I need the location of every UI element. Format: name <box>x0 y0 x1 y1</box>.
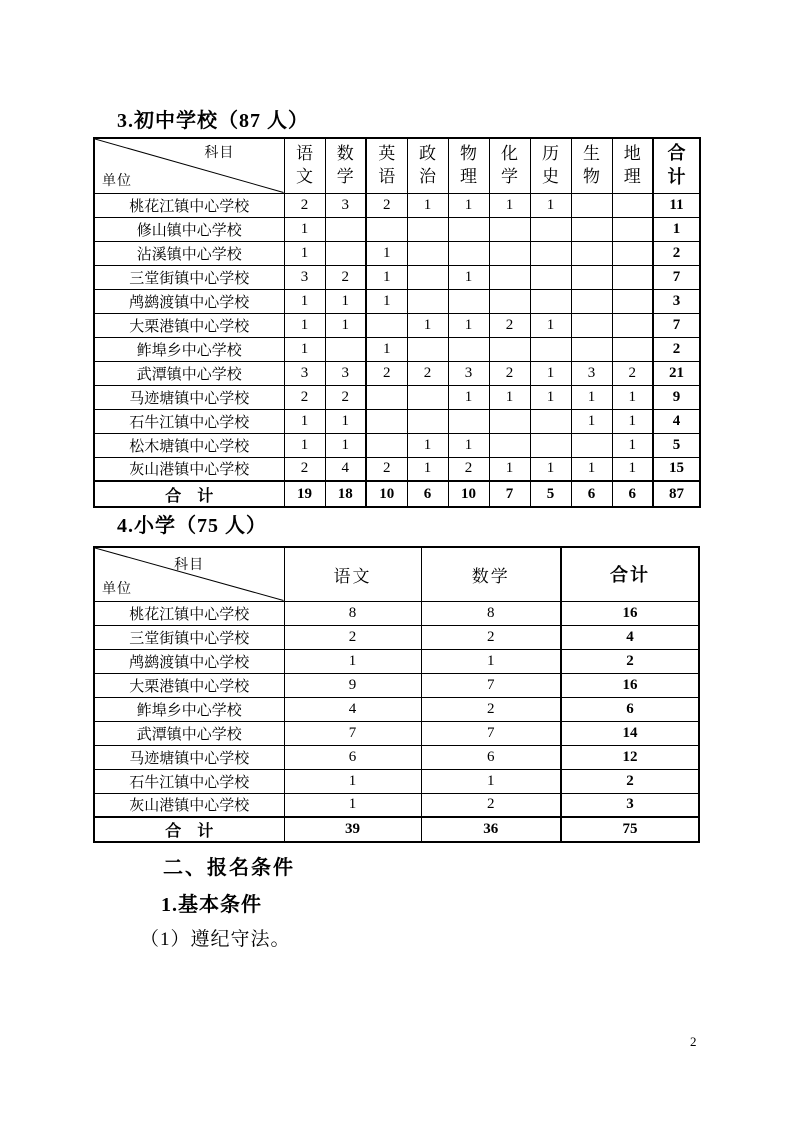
school-name-cell: 大栗港镇中心学校 <box>94 313 284 337</box>
column-header <box>366 138 407 193</box>
value-cell <box>612 193 653 217</box>
total-value-cell: 10 <box>448 481 489 507</box>
row-total-cell: 7 <box>653 265 700 289</box>
table-row <box>94 409 700 433</box>
value-cell <box>612 241 653 265</box>
table-row <box>94 433 700 457</box>
value-cell: 1 <box>530 313 571 337</box>
school-name-cell: 大栗港镇中心学校 <box>94 673 284 697</box>
value-cell <box>530 337 571 361</box>
total-label: 合 计 <box>94 817 284 842</box>
row-total-cell: 2 <box>561 769 699 793</box>
total-value-cell: 5 <box>530 481 571 507</box>
school-name-cell: 松木塘镇中心学校 <box>94 433 284 457</box>
value-cell <box>612 217 653 241</box>
table-row <box>94 313 700 337</box>
value-cell <box>571 241 612 265</box>
section-2-heading: 二、报名条件 <box>163 857 295 879</box>
column-header-label: 语文 <box>333 566 372 586</box>
table-row <box>94 697 699 721</box>
value-cell: 1 <box>421 649 561 673</box>
section-3-title: 3.初中学校（87 人） <box>117 110 309 132</box>
value-cell: 1 <box>448 433 489 457</box>
value-cell: 1 <box>325 433 366 457</box>
value-cell: 1 <box>407 193 448 217</box>
value-cell <box>571 217 612 241</box>
row-total-cell: 14 <box>561 721 699 745</box>
column-header <box>284 547 421 601</box>
value-cell <box>407 409 448 433</box>
value-cell <box>612 313 653 337</box>
value-cell: 8 <box>284 601 421 625</box>
column-header-label: 合计 <box>667 143 686 187</box>
value-cell <box>489 337 530 361</box>
value-cell: 2 <box>366 193 407 217</box>
row-total-cell: 6 <box>561 697 699 721</box>
school-name-cell: 三堂街镇中心学校 <box>94 625 284 649</box>
value-cell <box>530 241 571 265</box>
total-row <box>94 817 699 842</box>
value-cell: 1 <box>530 457 571 481</box>
total-value-cell: 6 <box>612 481 653 507</box>
grand-total-cell: 87 <box>653 481 700 507</box>
value-cell: 1 <box>284 769 421 793</box>
value-cell: 1 <box>612 433 653 457</box>
column-header-label: 合计 <box>610 565 650 586</box>
header-row <box>94 547 699 601</box>
value-cell: 1 <box>489 385 530 409</box>
column-header-label: 语文 <box>295 144 313 186</box>
section-4-title: 4.小学（75 人） <box>117 515 267 537</box>
value-cell: 1 <box>407 457 448 481</box>
table-row <box>94 217 700 241</box>
column-header-label: 数学 <box>471 566 510 586</box>
row-total-cell: 3 <box>653 289 700 313</box>
table-row <box>94 337 700 361</box>
grand-total-cell: 75 <box>561 817 699 842</box>
value-cell <box>366 409 407 433</box>
value-cell: 2 <box>366 361 407 385</box>
table-row <box>94 673 699 697</box>
value-cell: 2 <box>421 625 561 649</box>
value-cell: 2 <box>489 361 530 385</box>
value-cell: 1 <box>325 409 366 433</box>
value-cell: 3 <box>448 361 489 385</box>
row-total-cell: 12 <box>561 745 699 769</box>
total-value-cell: 19 <box>284 481 325 507</box>
school-name-cell: 鸬鹚渡镇中心学校 <box>94 289 284 313</box>
value-cell: 2 <box>612 361 653 385</box>
value-cell: 1 <box>284 289 325 313</box>
value-cell: 8 <box>421 601 561 625</box>
value-cell: 2 <box>407 361 448 385</box>
column-header <box>407 138 448 193</box>
total-value-cell: 6 <box>571 481 612 507</box>
table-row <box>94 289 700 313</box>
value-cell <box>448 289 489 313</box>
row-total-cell: 16 <box>561 601 699 625</box>
value-cell: 1 <box>448 313 489 337</box>
value-cell: 9 <box>284 673 421 697</box>
value-cell: 1 <box>612 409 653 433</box>
value-cell <box>571 313 612 337</box>
school-name-cell: 桃花江镇中心学校 <box>94 601 284 625</box>
row-total-cell: 16 <box>561 673 699 697</box>
table-row <box>94 457 700 481</box>
value-cell: 1 <box>489 457 530 481</box>
value-cell: 1 <box>366 337 407 361</box>
total-value-cell: 7 <box>489 481 530 507</box>
value-cell: 2 <box>284 457 325 481</box>
table-row <box>94 361 700 385</box>
table-row <box>94 385 700 409</box>
value-cell: 2 <box>421 793 561 817</box>
page-number: 2 <box>690 1034 697 1049</box>
value-cell <box>448 241 489 265</box>
corner-unit-label: 单位 <box>102 581 132 597</box>
row-total-cell: 2 <box>653 241 700 265</box>
row-total-cell: 15 <box>653 457 700 481</box>
value-cell <box>407 217 448 241</box>
column-header <box>489 138 530 193</box>
value-cell: 3 <box>571 361 612 385</box>
table-row <box>94 193 700 217</box>
value-cell: 7 <box>421 673 561 697</box>
value-cell: 1 <box>448 265 489 289</box>
primary-school-table <box>93 546 700 843</box>
value-cell: 1 <box>366 289 407 313</box>
table-row <box>94 625 699 649</box>
value-cell: 1 <box>530 385 571 409</box>
school-name-cell: 沾溪镇中心学校 <box>94 241 284 265</box>
value-cell <box>325 241 366 265</box>
value-cell <box>612 337 653 361</box>
column-header-label: 政治 <box>418 144 436 186</box>
value-cell: 1 <box>325 313 366 337</box>
value-cell: 2 <box>448 457 489 481</box>
value-cell: 1 <box>448 193 489 217</box>
table-row <box>94 745 699 769</box>
value-cell: 3 <box>325 361 366 385</box>
column-header-label: 数学 <box>336 144 354 186</box>
value-cell: 1 <box>571 385 612 409</box>
value-cell <box>489 289 530 313</box>
table-row <box>94 721 699 745</box>
value-cell: 2 <box>421 697 561 721</box>
value-cell: 1 <box>284 433 325 457</box>
value-cell <box>489 241 530 265</box>
value-cell: 2 <box>325 265 366 289</box>
value-cell: 1 <box>325 289 366 313</box>
value-cell: 6 <box>284 745 421 769</box>
corner-unit-label: 单位 <box>102 173 132 189</box>
value-cell: 2 <box>284 625 421 649</box>
column-header-label: 物理 <box>459 144 477 186</box>
value-cell: 1 <box>366 241 407 265</box>
row-total-cell: 3 <box>561 793 699 817</box>
column-header-total <box>561 547 699 601</box>
row-total-cell: 5 <box>653 433 700 457</box>
value-cell <box>612 265 653 289</box>
column-header-label: 地理 <box>623 144 641 186</box>
table-row <box>94 265 700 289</box>
header-row <box>94 138 700 193</box>
condition-item: （1）遵纪守法。 <box>140 929 291 950</box>
value-cell: 1 <box>284 337 325 361</box>
column-header <box>448 138 489 193</box>
value-cell: 1 <box>284 241 325 265</box>
value-cell <box>489 433 530 457</box>
value-cell: 1 <box>489 193 530 217</box>
school-name-cell: 石牛江镇中心学校 <box>94 769 284 793</box>
column-header-label: 历史 <box>541 144 559 186</box>
value-cell <box>448 217 489 241</box>
value-cell: 2 <box>489 313 530 337</box>
value-cell: 1 <box>571 409 612 433</box>
column-header <box>421 547 561 601</box>
row-total-cell: 7 <box>653 313 700 337</box>
column-header <box>325 138 366 193</box>
value-cell <box>489 265 530 289</box>
school-name-cell: 武潭镇中心学校 <box>94 361 284 385</box>
value-cell: 1 <box>284 649 421 673</box>
value-cell: 1 <box>407 433 448 457</box>
value-cell: 1 <box>571 457 612 481</box>
value-cell <box>448 337 489 361</box>
middle-school-table <box>93 137 701 508</box>
value-cell: 1 <box>448 385 489 409</box>
row-total-cell: 2 <box>653 337 700 361</box>
row-total-cell: 1 <box>653 217 700 241</box>
corner-subject-label: 科目 <box>204 146 235 161</box>
corner-cell <box>94 547 284 601</box>
value-cell <box>366 385 407 409</box>
school-name-cell: 三堂街镇中心学校 <box>94 265 284 289</box>
table-row <box>94 241 700 265</box>
value-cell <box>530 265 571 289</box>
value-cell <box>571 289 612 313</box>
value-cell: 4 <box>325 457 366 481</box>
value-cell <box>571 337 612 361</box>
value-cell <box>530 217 571 241</box>
column-header-total <box>653 138 700 193</box>
value-cell: 1 <box>284 217 325 241</box>
value-cell: 1 <box>612 385 653 409</box>
value-cell: 1 <box>284 793 421 817</box>
value-cell: 1 <box>612 457 653 481</box>
row-total-cell: 4 <box>653 409 700 433</box>
school-name-cell: 鲊埠乡中心学校 <box>94 697 284 721</box>
school-name-cell: 灰山港镇中心学校 <box>94 793 284 817</box>
value-cell <box>530 409 571 433</box>
value-cell: 6 <box>421 745 561 769</box>
value-cell <box>489 409 530 433</box>
total-value-cell: 39 <box>284 817 421 842</box>
value-cell <box>407 241 448 265</box>
total-label: 合 计 <box>94 481 284 507</box>
value-cell <box>366 433 407 457</box>
value-cell <box>571 265 612 289</box>
value-cell: 1 <box>284 409 325 433</box>
value-cell <box>530 433 571 457</box>
value-cell: 1 <box>366 265 407 289</box>
value-cell: 2 <box>325 385 366 409</box>
school-name-cell: 武潭镇中心学校 <box>94 721 284 745</box>
value-cell: 4 <box>284 697 421 721</box>
total-value-cell: 18 <box>325 481 366 507</box>
value-cell <box>407 265 448 289</box>
value-cell: 2 <box>284 193 325 217</box>
subsection-1-heading: 1.基本条件 <box>161 894 262 916</box>
value-cell <box>571 433 612 457</box>
value-cell: 7 <box>284 721 421 745</box>
value-cell: 3 <box>284 265 325 289</box>
table-row <box>94 769 699 793</box>
column-header-label: 英语 <box>378 144 396 186</box>
value-cell <box>407 385 448 409</box>
value-cell <box>530 289 571 313</box>
value-cell: 3 <box>325 193 366 217</box>
row-total-cell: 2 <box>561 649 699 673</box>
value-cell: 3 <box>284 361 325 385</box>
row-total-cell: 21 <box>653 361 700 385</box>
value-cell: 1 <box>530 193 571 217</box>
value-cell <box>325 217 366 241</box>
school-name-cell: 马迹塘镇中心学校 <box>94 745 284 769</box>
column-header <box>530 138 571 193</box>
value-cell <box>489 217 530 241</box>
value-cell: 1 <box>407 313 448 337</box>
value-cell <box>366 313 407 337</box>
column-header-label: 化学 <box>500 144 518 186</box>
school-name-cell: 桃花江镇中心学校 <box>94 193 284 217</box>
value-cell <box>407 337 448 361</box>
school-name-cell: 修山镇中心学校 <box>94 217 284 241</box>
corner-subject-label: 科目 <box>174 558 205 573</box>
value-cell: 1 <box>284 313 325 337</box>
value-cell <box>407 289 448 313</box>
value-cell <box>448 409 489 433</box>
table-row <box>94 649 699 673</box>
value-cell: 2 <box>366 457 407 481</box>
school-name-cell: 鸬鹚渡镇中心学校 <box>94 649 284 673</box>
value-cell: 1 <box>530 361 571 385</box>
row-total-cell: 11 <box>653 193 700 217</box>
column-header <box>284 138 325 193</box>
table-row <box>94 601 699 625</box>
value-cell <box>612 289 653 313</box>
value-cell: 2 <box>284 385 325 409</box>
value-cell: 7 <box>421 721 561 745</box>
table-row <box>94 793 699 817</box>
school-name-cell: 石牛江镇中心学校 <box>94 409 284 433</box>
column-header-label: 生物 <box>582 144 600 186</box>
value-cell <box>571 193 612 217</box>
value-cell <box>366 217 407 241</box>
value-cell: 1 <box>421 769 561 793</box>
value-cell <box>325 337 366 361</box>
school-name-cell: 灰山港镇中心学校 <box>94 457 284 481</box>
row-total-cell: 9 <box>653 385 700 409</box>
corner-cell <box>94 138 284 193</box>
total-value-cell: 6 <box>407 481 448 507</box>
school-name-cell: 鲊埠乡中心学校 <box>94 337 284 361</box>
total-value-cell: 36 <box>421 817 561 842</box>
total-row <box>94 481 700 507</box>
row-total-cell: 4 <box>561 625 699 649</box>
total-value-cell: 10 <box>366 481 407 507</box>
column-header <box>612 138 653 193</box>
school-name-cell: 马迹塘镇中心学校 <box>94 385 284 409</box>
column-header <box>571 138 612 193</box>
